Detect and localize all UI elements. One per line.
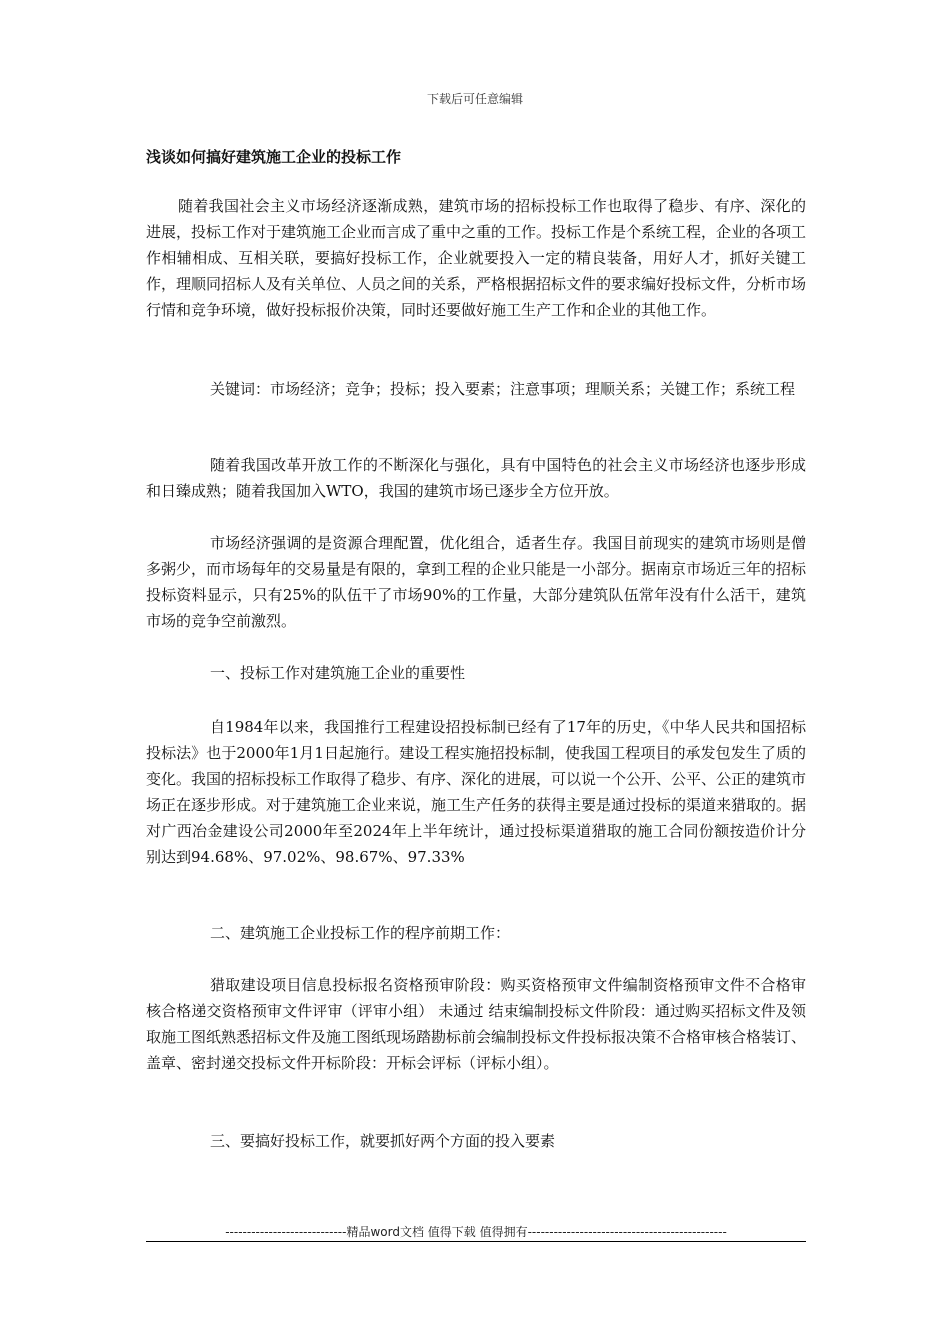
section-2-heading: 二、建筑施工企业投标工作的程序前期工作： bbox=[210, 924, 511, 942]
page-header-note: 下载后可任意编辑 bbox=[426, 92, 523, 106]
section-1-heading: 一、投标工作对建筑施工企业的重要性 bbox=[210, 664, 466, 682]
document-title: 浅谈如何搞好建筑施工企业的投标工作 bbox=[146, 148, 402, 166]
section-1-body: 自1984年以来，我国推行工程建设招投标制已经有了17年的历史，《中华人民共和国招标投标法》也于2000年1月1日起施行。建设工程实施招投标制，使我国工程项目的承发包发生了质的变化。我国的招标投标工作取得了稳步、有序、深化的进展，可以说一个公开、公平、公正的建筑市场正在逐步形成。对于建筑施工企业来说，施工生产任务的获得主要是通过投标的渠道来猎取的。据对广西冶金建设公司2000年至2024年上半年统计，通过投标渠道猎取的施工合同份额按造价计分别达到94.68%、97.02%、98.67%、97.33% bbox=[146, 718, 807, 866]
footer-divider bbox=[146, 1241, 806, 1242]
section-3-heading: 三、要搞好投标工作，就要抓好两个方面的投入要素 bbox=[210, 1132, 556, 1150]
section-2-body: 猎取建设项目信息投标报名资格预审阶段：购买资格预审文件编制资格预审文件不合格审核合格递交资格预审文件评审（评审小组） 未通过 结束编制投标文件阶段：通过购买招标文件及领取施工图纸熟悉招标文件及施工图纸现场踏勘标前会编制投标文件投标报决策不合格审核合格装订、盖章、密封递交投标文件开标阶段：开标会评标（评标小组）。 bbox=[146, 976, 807, 1072]
keywords-paragraph: 关键词：市场经济；竞争；投标；投入要素；注意事项；理顺关系；关键工作；系统工程 bbox=[210, 380, 796, 398]
intro-paragraph-2: 市场经济强调的是资源合理配置，优化组合，适者生存。我国目前现实的建筑市场则是僧多粥少，而市场每年的交易量是有限的，拿到工程的企业只能是一小部分。据南京市场近三年的招标投标资料显示，只有25%的队伍干了市场90%的工作量，大部分建筑队伍常年没有什么活干，建筑市场的竞争空前激烈。 bbox=[146, 534, 807, 630]
abstract-paragraph: 随着我国社会主义市场经济逐渐成熟，建筑市场的招标投标工作也取得了稳步、有序、深化的进展，投标工作对于建筑施工企业而言成了重中之重的工作。投标工作是个系统工程，企业的各项工作相辅相成、互相关联，要搞好投标工作，企业就要投入一定的精良装备，用好人才，抓好关键工作，理顺同招标人及有关单位、人员之间的关系，严格根据招标文件的要求编好投标文件，分析市场行情和竞争环境，做好投标报价决策，同时还要做好施工生产工作和企业的其他工作。 bbox=[146, 197, 807, 319]
intro-paragraph-1: 随着我国改革开放工作的不断深化与强化，具有中国特色的社会主义市场经济也逐步形成和日臻成熟；随着我国加入WTO，我国的建筑市场已逐步全方位开放。 bbox=[146, 456, 806, 500]
page-footer-text: ----------------------------精品word文档 值得下载 值得拥有---------------------------------------------- bbox=[225, 1225, 727, 1239]
